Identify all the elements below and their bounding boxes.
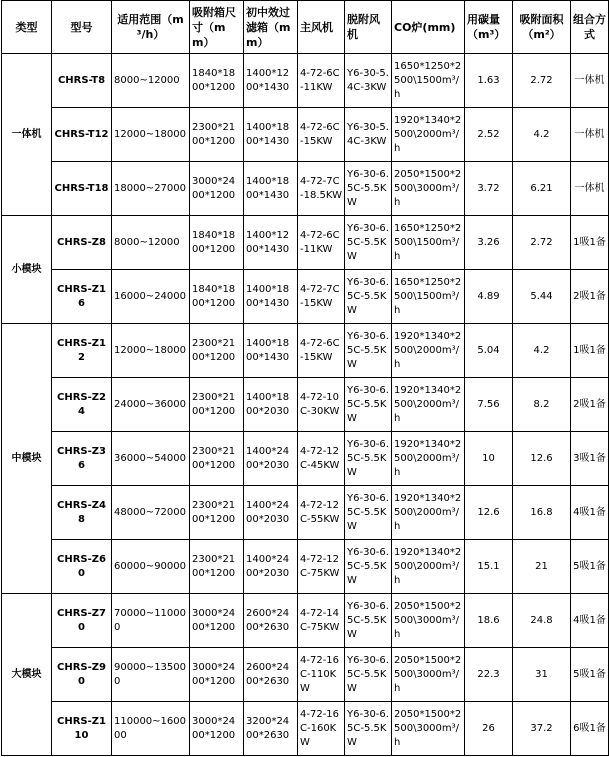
combo-cell: 3吸1备: [571, 432, 609, 486]
co-furnace-cell: 1650*1250*2500\1500m³/h: [392, 54, 465, 108]
co-furnace-cell: 1650*1250*2500\1500m³/h: [392, 270, 465, 324]
table-row: [2, 432, 609, 486]
range-cell: 18000~27000: [112, 162, 190, 216]
range-cell: 36000~54000: [112, 432, 190, 486]
header-co-furnace: CO炉(mm): [392, 1, 465, 54]
adsorb-box-cell: 2300*2100*1200: [190, 540, 244, 594]
type-cell: 一体机: [2, 54, 52, 216]
desorb-fan-cell: Y6-30-6.5C-5.5KW: [345, 378, 392, 432]
table-row: [2, 702, 609, 756]
carbon-cell: 7.56: [465, 378, 513, 432]
table-row: [2, 324, 609, 378]
table-row: [2, 216, 609, 270]
main-fan-cell: 4-72-10C-30KW: [298, 378, 345, 432]
adsorb-box-cell: 2300*2100*1200: [190, 486, 244, 540]
range-cell: 110000~160000: [112, 702, 190, 756]
type-cell: 小模块: [2, 216, 52, 324]
desorb-fan-cell: Y6-30-6.5C-5.5KW: [345, 432, 392, 486]
desorb-fan-cell: Y6-30-6.5C-5.5KW: [345, 540, 392, 594]
carbon-cell: 18.6: [465, 594, 513, 648]
model-cell: CHRS-Z8: [52, 216, 112, 270]
model-cell: CHRS-T12: [52, 108, 112, 162]
adsorb-box-cell: 1840*1800*1200: [190, 270, 244, 324]
main-fan-cell: 4-72-16C-110KW: [298, 648, 345, 702]
carbon-cell: 3.72: [465, 162, 513, 216]
co-furnace-cell: 1920*1340*2500\2000m³/h: [392, 486, 465, 540]
carbon-cell: 1.63: [465, 54, 513, 108]
filter-box-cell: 1400*2400*2030: [244, 486, 298, 540]
filter-box-cell: 2600*2400*2630: [244, 594, 298, 648]
combo-cell: 2吸1备: [571, 378, 609, 432]
adsorb-box-cell: 1840*1800*1200: [190, 216, 244, 270]
filter-box-cell: 1400*1200*1430: [244, 216, 298, 270]
carbon-cell: 3.26: [465, 216, 513, 270]
combo-cell: 一体机: [571, 162, 609, 216]
co-furnace-cell: 2050*1500*2500\3000m³/h: [392, 648, 465, 702]
main-fan-cell: 4-72-12C-45KW: [298, 432, 345, 486]
model-cell: CHRS-Z110: [52, 702, 112, 756]
desorb-fan-cell: Y6-30-6.5C-5.5KW: [345, 486, 392, 540]
area-cell: 5.44: [513, 270, 571, 324]
header-combo: 组合方式: [571, 1, 609, 54]
filter-box-cell: 3200*2400*2630: [244, 702, 298, 756]
main-fan-cell: 4-72-6C-15KW: [298, 108, 345, 162]
main-fan-cell: 4-72-7C-18.5KW: [298, 162, 345, 216]
co-furnace-cell: 1920*1340*2500\2000m³/h: [392, 108, 465, 162]
combo-cell: 1吸1备: [571, 216, 609, 270]
main-fan-cell: 4-72-7C-15KW: [298, 270, 345, 324]
header-filter-box: 初中效过滤箱（mm）: [244, 1, 298, 54]
table-row: [2, 162, 609, 216]
area-cell: 4.2: [513, 324, 571, 378]
combo-cell: 2吸1备: [571, 270, 609, 324]
co-furnace-cell: 1920*1340*2500\2000m³/h: [392, 432, 465, 486]
header-desorb-fan: 脱附风机: [345, 1, 392, 54]
desorb-fan-cell: Y6-30-6.5C-5.5KW: [345, 270, 392, 324]
area-cell: 12.6: [513, 432, 571, 486]
model-cell: CHRS-Z16: [52, 270, 112, 324]
table-row: [2, 270, 609, 324]
filter-box-cell: 1400*2400*2030: [244, 432, 298, 486]
combo-cell: 5吸1备: [571, 540, 609, 594]
adsorb-box-cell: 2300*2100*1200: [190, 108, 244, 162]
model-cell: CHRS-Z24: [52, 378, 112, 432]
desorb-fan-cell: Y6-30-6.5C-5.5KW: [345, 216, 392, 270]
filter-box-cell: 1400*1800*1430: [244, 162, 298, 216]
range-cell: 24000~36000: [112, 378, 190, 432]
main-fan-cell: 4-72-12C-55KW: [298, 486, 345, 540]
model-cell: CHRS-Z90: [52, 648, 112, 702]
area-cell: 16.8: [513, 486, 571, 540]
header-carbon: 用碳量（m³）: [465, 1, 513, 54]
header-area: 吸附面积（m²）: [513, 1, 571, 54]
range-cell: 70000~110000: [112, 594, 190, 648]
area-cell: 21: [513, 540, 571, 594]
table-row: [2, 108, 609, 162]
main-fan-cell: 4-72-6C-15KW: [298, 324, 345, 378]
area-cell: 4.2: [513, 108, 571, 162]
main-fan-cell: 4-72-6C-11KW: [298, 54, 345, 108]
combo-cell: 6吸1备: [571, 702, 609, 756]
co-furnace-cell: 1920*1340*2500\2000m³/h: [392, 378, 465, 432]
area-cell: 8.2: [513, 378, 571, 432]
adsorb-box-cell: 3000*2400*1200: [190, 162, 244, 216]
spec-table: [1, 0, 609, 756]
area-cell: 2.72: [513, 54, 571, 108]
carbon-cell: 2.52: [465, 108, 513, 162]
header-model: 型号: [52, 1, 112, 54]
model-cell: CHRS-Z70: [52, 594, 112, 648]
table-row: [2, 486, 609, 540]
combo-cell: 1吸1备: [571, 324, 609, 378]
co-furnace-cell: 1920*1340*2500\2000m³/h: [392, 540, 465, 594]
filter-box-cell: 1400*1800*1430: [244, 270, 298, 324]
carbon-cell: 4.89: [465, 270, 513, 324]
model-cell: CHRS-Z60: [52, 540, 112, 594]
co-furnace-cell: 2050*1500*2500\3000m³/h: [392, 702, 465, 756]
adsorb-box-cell: 2300*2100*1200: [190, 432, 244, 486]
model-cell: CHRS-T8: [52, 54, 112, 108]
filter-box-cell: 1400*2400*2030: [244, 540, 298, 594]
model-cell: CHRS-Z36: [52, 432, 112, 486]
main-fan-cell: 4-72-16C-160KW: [298, 702, 345, 756]
range-cell: 60000~90000: [112, 540, 190, 594]
range-cell: 8000~12000: [112, 216, 190, 270]
desorb-fan-cell: Y6-30-5.4C-3KW: [345, 108, 392, 162]
desorb-fan-cell: Y6-30-6.5C-5.5KW: [345, 162, 392, 216]
area-cell: 24.8: [513, 594, 571, 648]
co-furnace-cell: 2050*1500*2500\3000m³/h: [392, 162, 465, 216]
desorb-fan-cell: Y6-30-6.5C-5.5KW: [345, 648, 392, 702]
model-cell: CHRS-Z48: [52, 486, 112, 540]
range-cell: 48000~72000: [112, 486, 190, 540]
type-cell: 中模块: [2, 324, 52, 594]
table-row: [2, 54, 609, 108]
co-furnace-cell: 1650*1250*2500\1500m³/h: [392, 216, 465, 270]
desorb-fan-cell: Y6-30-6.5C-5.5KW: [345, 324, 392, 378]
range-cell: 16000~24000: [112, 270, 190, 324]
carbon-cell: 22.3: [465, 648, 513, 702]
co-furnace-cell: 1920*1340*2500\2000m³/h: [392, 324, 465, 378]
adsorb-box-cell: 3000*2400*1200: [190, 594, 244, 648]
range-cell: 12000~18000: [112, 108, 190, 162]
area-cell: 37.2: [513, 702, 571, 756]
table-row: [2, 648, 609, 702]
model-cell: CHRS-T18: [52, 162, 112, 216]
range-cell: 90000~135000: [112, 648, 190, 702]
filter-box-cell: 1400*1800*1430: [244, 108, 298, 162]
filter-box-cell: 2600*2400*2630: [244, 648, 298, 702]
adsorb-box-cell: 3000*2400*1200: [190, 702, 244, 756]
carbon-cell: 10: [465, 432, 513, 486]
combo-cell: 一体机: [571, 54, 609, 108]
table-row: [2, 540, 609, 594]
carbon-cell: 26: [465, 702, 513, 756]
adsorb-box-cell: 1840*1800*1200: [190, 54, 244, 108]
main-fan-cell: 4-72-12C-75KW: [298, 540, 345, 594]
table-row: [2, 594, 609, 648]
area-cell: 31: [513, 648, 571, 702]
adsorb-box-cell: 2300*2100*1200: [190, 324, 244, 378]
type-cell: 大模块: [2, 594, 52, 756]
desorb-fan-cell: Y6-30-5.4C-3KW: [345, 54, 392, 108]
co-furnace-cell: 2050*1500*2500\3000m³/h: [392, 594, 465, 648]
filter-box-cell: 1400*1200*1430: [244, 54, 298, 108]
adsorb-box-cell: 3000*2400*1200: [190, 648, 244, 702]
carbon-cell: 15.1: [465, 540, 513, 594]
combo-cell: 4吸1备: [571, 594, 609, 648]
header-type: 类型: [2, 1, 52, 54]
area-cell: 6.21: [513, 162, 571, 216]
header-main-fan: 主风机: [298, 1, 345, 54]
header-range: 适用范围（m³/h）: [112, 1, 190, 54]
desorb-fan-cell: Y6-30-6.5C-5.5KW: [345, 702, 392, 756]
table-row: [2, 378, 609, 432]
range-cell: 8000~12000: [112, 54, 190, 108]
model-cell: CHRS-Z12: [52, 324, 112, 378]
combo-cell: 5吸1备: [571, 648, 609, 702]
adsorb-box-cell: 2300*2100*1200: [190, 378, 244, 432]
carbon-cell: 5.04: [465, 324, 513, 378]
header-row: [2, 1, 609, 54]
combo-cell: 4吸1备: [571, 486, 609, 540]
area-cell: 2.72: [513, 216, 571, 270]
main-fan-cell: 4-72-6C-11KW: [298, 216, 345, 270]
range-cell: 12000~18000: [112, 324, 190, 378]
header-adsorb-box: 吸附箱尺寸（mm）: [190, 1, 244, 54]
filter-box-cell: 1400*1800*2030: [244, 378, 298, 432]
filter-box-cell: 1400*1800*1430: [244, 324, 298, 378]
main-fan-cell: 4-72-14C-75KW: [298, 594, 345, 648]
carbon-cell: 12.6: [465, 486, 513, 540]
combo-cell: 一体机: [571, 108, 609, 162]
desorb-fan-cell: Y6-30-6.5C-5.5KW: [345, 594, 392, 648]
